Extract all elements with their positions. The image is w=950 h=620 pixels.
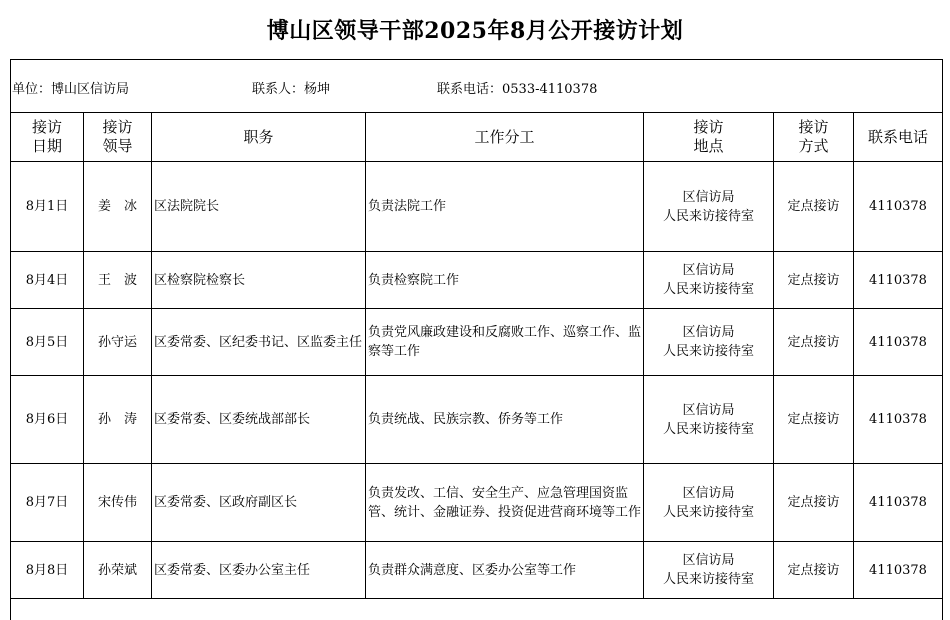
cell-method: 定点接访 [774, 162, 854, 252]
cell-date: 8月8日 [11, 542, 84, 599]
cell-date: 8月1日 [11, 162, 84, 252]
header-position: 职务 [152, 113, 366, 162]
phone-label: 联系电话：0533-4110378 [437, 82, 598, 97]
cell-date: 8月6日 [11, 376, 84, 464]
cell-position: 区委常委、区政府副区长 [152, 464, 366, 542]
cell-date: 8月7日 [11, 464, 84, 542]
cell-duty: 负责检察院工作 [366, 252, 644, 309]
cell-leader: 孙荣斌 [84, 542, 152, 599]
cell-place: 区信访局 人民来访接待室 [644, 542, 774, 599]
cell-date: 8月5日 [11, 309, 84, 376]
header-leader: 接访 领导 [84, 113, 152, 162]
cell-place: 区信访局 人民来访接待室 [644, 464, 774, 542]
info-bar [10, 60, 941, 112]
cell-tel: 4110378 [854, 309, 943, 376]
cell-tel: 4110378 [854, 376, 943, 464]
cell-position: 区检察院检察长 [152, 252, 366, 309]
cell-tel: 4110378 [854, 542, 943, 599]
cell-method: 定点接访 [774, 252, 854, 309]
cell-date: 8月4日 [11, 252, 84, 309]
cell-position: 区法院院长 [152, 162, 366, 252]
cell-duty: 负责统战、民族宗教、侨务等工作 [366, 376, 644, 464]
cell-position: 区委常委、区委办公室主任 [152, 542, 366, 599]
cell-method: 定点接访 [774, 309, 854, 376]
header-duty: 工作分工 [366, 113, 644, 162]
unit-label: 单位：博山区信访局 [12, 82, 130, 97]
cell-duty: 负责群众满意度、区委办公室等工作 [366, 542, 644, 599]
cell-duty: 负责法院工作 [366, 162, 644, 252]
cell-position: 区委常委、区委统战部部长 [152, 376, 366, 464]
contact-label: 联系人：杨坤 [252, 82, 331, 97]
cell-place: 区信访局 人民来访接待室 [644, 309, 774, 376]
schedule-table [10, 112, 943, 599]
cell-tel: 4110378 [854, 464, 943, 542]
cell-method: 定点接访 [774, 542, 854, 599]
cell-place: 区信访局 人民来访接待室 [644, 252, 774, 309]
cell-tel: 4110378 [854, 162, 943, 252]
cell-leader: 姜 冰 [84, 162, 152, 252]
cell-leader: 王 波 [84, 252, 152, 309]
cell-leader: 宋传伟 [84, 464, 152, 542]
cell-leader: 孙守运 [84, 309, 152, 376]
table-row [11, 542, 943, 599]
table-row [11, 252, 943, 309]
header-method: 接访 方式 [774, 113, 854, 162]
table-row [11, 464, 943, 542]
cell-method: 定点接访 [774, 376, 854, 464]
cell-place: 区信访局 人民来访接待室 [644, 376, 774, 464]
cell-place: 区信访局 人民来访接待室 [644, 162, 774, 252]
cell-position: 区委常委、区纪委书记、区监委主任 [152, 309, 366, 376]
header-tel: 联系电话 [854, 113, 943, 162]
header-date: 接访 日期 [11, 113, 84, 162]
header-place: 接访 地点 [644, 113, 774, 162]
cell-duty: 负责发改、工信、安全生产、应急管理国资监管、统计、金融证券、投资促进营商环境等工作 [366, 464, 644, 542]
page-title: 博山区领导干部2025年8月公开接访计划 [266, 18, 684, 44]
cell-duty: 负责党风廉政建设和反腐败工作、巡察工作、监察等工作 [366, 309, 644, 376]
cell-leader: 孙 涛 [84, 376, 152, 464]
header-row [11, 113, 943, 162]
table-row [11, 309, 943, 376]
table-row [11, 376, 943, 464]
table-row [11, 162, 943, 252]
cell-method: 定点接访 [774, 464, 854, 542]
cell-tel: 4110378 [854, 252, 943, 309]
